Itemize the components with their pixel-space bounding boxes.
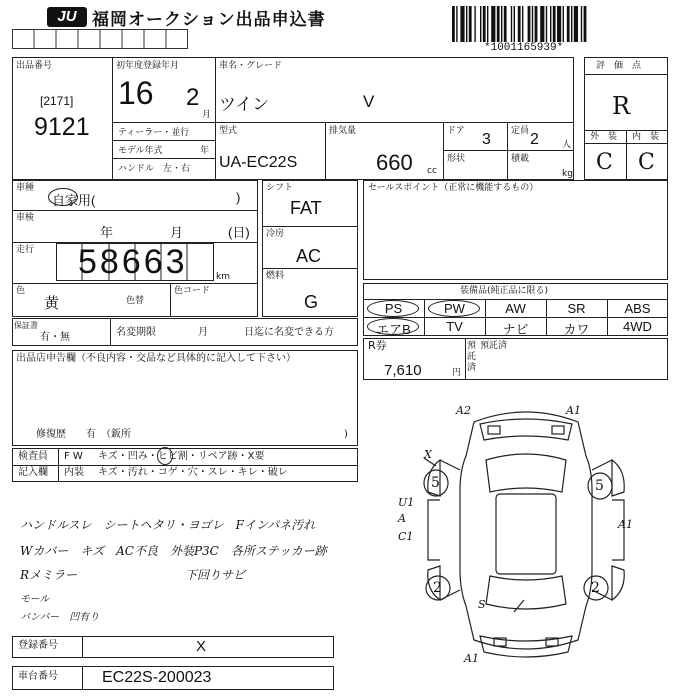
damage-mark: A2 (456, 404, 471, 417)
damage-mark: U1 (398, 496, 415, 509)
damage-mark: A1 (618, 518, 633, 531)
circled-mark (157, 447, 173, 465)
inspector-label-2: 記入欄 (18, 467, 48, 478)
barcode-bar (567, 6, 570, 42)
logo-text: JU (57, 8, 77, 25)
form-title: 福岡オークション出品申込書 (92, 10, 326, 30)
registration-label: 登録番号 (18, 640, 58, 651)
recycle-note: 預託済 (480, 341, 508, 351)
capacity-value: 2 (530, 131, 539, 148)
doors-label: ドア (447, 126, 465, 136)
equipment-item: ABS (624, 301, 651, 316)
barcode-bar (522, 6, 523, 42)
repair-history: 修復歴 有 （鈑所 (36, 429, 131, 440)
score-value: R (612, 92, 631, 120)
shift-label: シフト (266, 183, 294, 193)
doors-value: 3 (482, 131, 491, 148)
barcode-bar (528, 6, 531, 42)
mileage-value: 58663 (78, 243, 188, 281)
mileage-label: 走行 (16, 245, 35, 255)
fuel-value: G (304, 292, 319, 312)
barcode-number: *1001165939* (484, 42, 564, 54)
interior-label: 内 装 (632, 132, 660, 142)
exterior-label: 外 装 (590, 132, 618, 142)
inspector-row1-prefix: F W (64, 451, 83, 462)
shift-value: FAT (290, 198, 322, 218)
note-line-1: ハンドルスレ シートヘタリ・ヨゴレ Fインパネ汚れ (20, 518, 316, 532)
color-label: 色 (16, 286, 26, 296)
barcode-bar (557, 6, 561, 42)
ac-label: 冷房 (266, 229, 285, 239)
barcode-bar (584, 6, 587, 42)
damage-mark: S (478, 598, 486, 611)
car-name-label: 車名・グレード (219, 61, 283, 71)
inspection-month: 月 (170, 225, 184, 240)
displacement-value: 660 (376, 150, 413, 175)
note-line-3: Rメミラー 下回りサビ (20, 568, 246, 582)
damage-mark: X (424, 448, 432, 461)
recycle-unit: 円 (452, 368, 462, 378)
report-title: 出品店申告欄（不良内容・交品など具体的に記入して下さい） (16, 353, 296, 364)
inspector-row2: キズ・汚れ・コゲ・穴・スレ・キレ・破レ (98, 467, 288, 478)
inspector-row1: キズ・凹み・ヒビ割・リペア跡・X要 (98, 451, 265, 462)
barcode-bar (466, 6, 467, 42)
barcode-bar (514, 6, 515, 42)
note-line-4: モール (20, 594, 50, 605)
entry-boxes (12, 29, 188, 49)
dealer-label: ティーラー・並行 (118, 128, 190, 138)
equipment-item: ナビ (502, 322, 529, 337)
entry-number: 9121 (34, 113, 90, 141)
name-change-note: 日迄に名変できる方 (244, 327, 334, 338)
vehicle-type-label: 車種 (16, 183, 35, 193)
vehicle-type-circle (48, 188, 78, 206)
note-line-2: Wカバー キズ AC不良 外装P3C 各所ステッカー跡 (20, 544, 327, 558)
barcode-bar (532, 6, 533, 42)
model-year-label: モデル年式 (118, 146, 163, 156)
note-line-5: バンパー 凹有り (20, 612, 100, 623)
barcode-bar (501, 6, 502, 42)
damage-mark: C1 (398, 530, 414, 543)
equipment-item: TV (446, 319, 463, 334)
equipment-item: SR (567, 301, 586, 316)
recycle-label: R券 (368, 339, 387, 352)
fuel-label: 燃料 (266, 271, 285, 281)
barcode-bar (553, 6, 556, 42)
color-change-label: 色替 (126, 296, 145, 306)
barcode-bar (581, 6, 582, 42)
barcode-bar (563, 6, 564, 42)
barcode-bar (487, 6, 488, 42)
inspector-row2-prefix: 内装 (64, 467, 84, 478)
name-change-label: 名変期限 (116, 327, 156, 338)
model-value: UA-EC22S (219, 154, 298, 171)
load-unit: kg (562, 169, 573, 179)
color-code-label: 色コード (174, 286, 211, 296)
capacity-label: 定員 (511, 126, 530, 136)
registration-row (12, 636, 334, 658)
damage-circle-number: 2 (433, 580, 442, 596)
damage-circle-number: 5 (431, 475, 440, 491)
mileage-unit: km (216, 272, 230, 282)
damage-mark: A1 (464, 652, 479, 665)
score-label: 評 価 点 (596, 61, 642, 71)
barcode-bar (540, 6, 544, 42)
model-year-unit: 年 (200, 146, 210, 156)
barcode-bar (469, 6, 472, 42)
equipment-circle (367, 300, 419, 317)
recycle-value: 7,610 (384, 362, 422, 379)
equipment-circle (428, 300, 480, 317)
inspection-day: (日) (228, 225, 250, 240)
barcode-bar (535, 6, 538, 42)
barcode-bar (518, 6, 521, 42)
barcode-bar (497, 6, 500, 42)
inspection-label: 車検 (16, 213, 35, 223)
damage-circle-number: 2 (591, 580, 600, 596)
repair-close: ) (344, 429, 348, 440)
first-reg-month: 2 (186, 84, 200, 111)
equipment-item: 4WD (623, 319, 652, 334)
interior-score: C (638, 150, 655, 175)
capacity-unit: 人 (562, 140, 572, 150)
chassis-value: EC22S-200023 (102, 669, 212, 686)
barcode-bar (456, 6, 457, 42)
barcode-bar (480, 6, 481, 42)
barcode-bar (504, 6, 507, 42)
barcode-bar (574, 6, 578, 42)
inspector-label-1: 検査員 (18, 451, 48, 462)
equipment-circle (367, 318, 419, 335)
handle-label: ハンドル 左・右 (118, 164, 191, 174)
vehicle-type-close: ) (236, 190, 241, 205)
barcode-bar (571, 6, 572, 42)
logo-mark (47, 7, 87, 27)
equipment-label: 装備品(純正品に限る) (460, 286, 549, 296)
load-label: 積載 (511, 154, 530, 164)
name-change-month: 月 (198, 327, 208, 338)
car-diagram (396, 400, 656, 675)
barcode-bar (511, 6, 512, 42)
vehicle-type-text: 自家用( (52, 193, 96, 208)
selling-points-box (363, 180, 668, 280)
color-value: 黄 (44, 295, 60, 312)
equipment-item: カワ (563, 322, 590, 337)
damage-mark: A1 (566, 404, 581, 417)
registration-value: X (196, 638, 207, 655)
first-reg-year: 16 (118, 75, 154, 111)
chassis-label: 車台番号 (18, 671, 58, 682)
equipment-item: PW (444, 301, 465, 316)
equipment-item: PS (384, 301, 403, 316)
warranty-options: 有・無 (40, 332, 70, 343)
shape-label: 形状 (447, 154, 466, 164)
displacement-unit: cc (427, 166, 437, 176)
equipment-item: AW (505, 301, 526, 316)
entry-bracket-number: [2171] (40, 94, 74, 108)
barcode-bar (474, 6, 475, 42)
inspection-year: 年 (100, 225, 114, 240)
exterior-score: C (596, 150, 613, 175)
first-reg-month-unit: 月 (202, 110, 212, 120)
barcode-bar (546, 6, 547, 42)
barcode-bar (452, 6, 455, 42)
entry-label: 出品番号 (16, 61, 53, 71)
selling-points-label: セールスポイント（正常に機能するもの） (368, 183, 539, 193)
barcode-bar (460, 6, 464, 42)
warranty-label: 保証書 (14, 321, 38, 330)
barcode (450, 6, 635, 44)
car-grade: V (363, 92, 375, 111)
recycle-deposit-label: 預託済 (467, 341, 477, 373)
model-label: 型式 (219, 126, 238, 136)
damage-mark: A (398, 512, 406, 525)
barcode-bar (491, 6, 495, 42)
displacement-label: 排気量 (329, 126, 357, 136)
car-name: ツイン (219, 95, 270, 114)
equipment-item: エアB (376, 322, 411, 337)
ac-value: AC (296, 246, 322, 266)
barcode-bar (483, 6, 486, 42)
first-reg-label: 初年度登録年月 (116, 61, 180, 71)
damage-circle-number: 5 (595, 478, 604, 494)
barcode-bar (550, 6, 551, 42)
